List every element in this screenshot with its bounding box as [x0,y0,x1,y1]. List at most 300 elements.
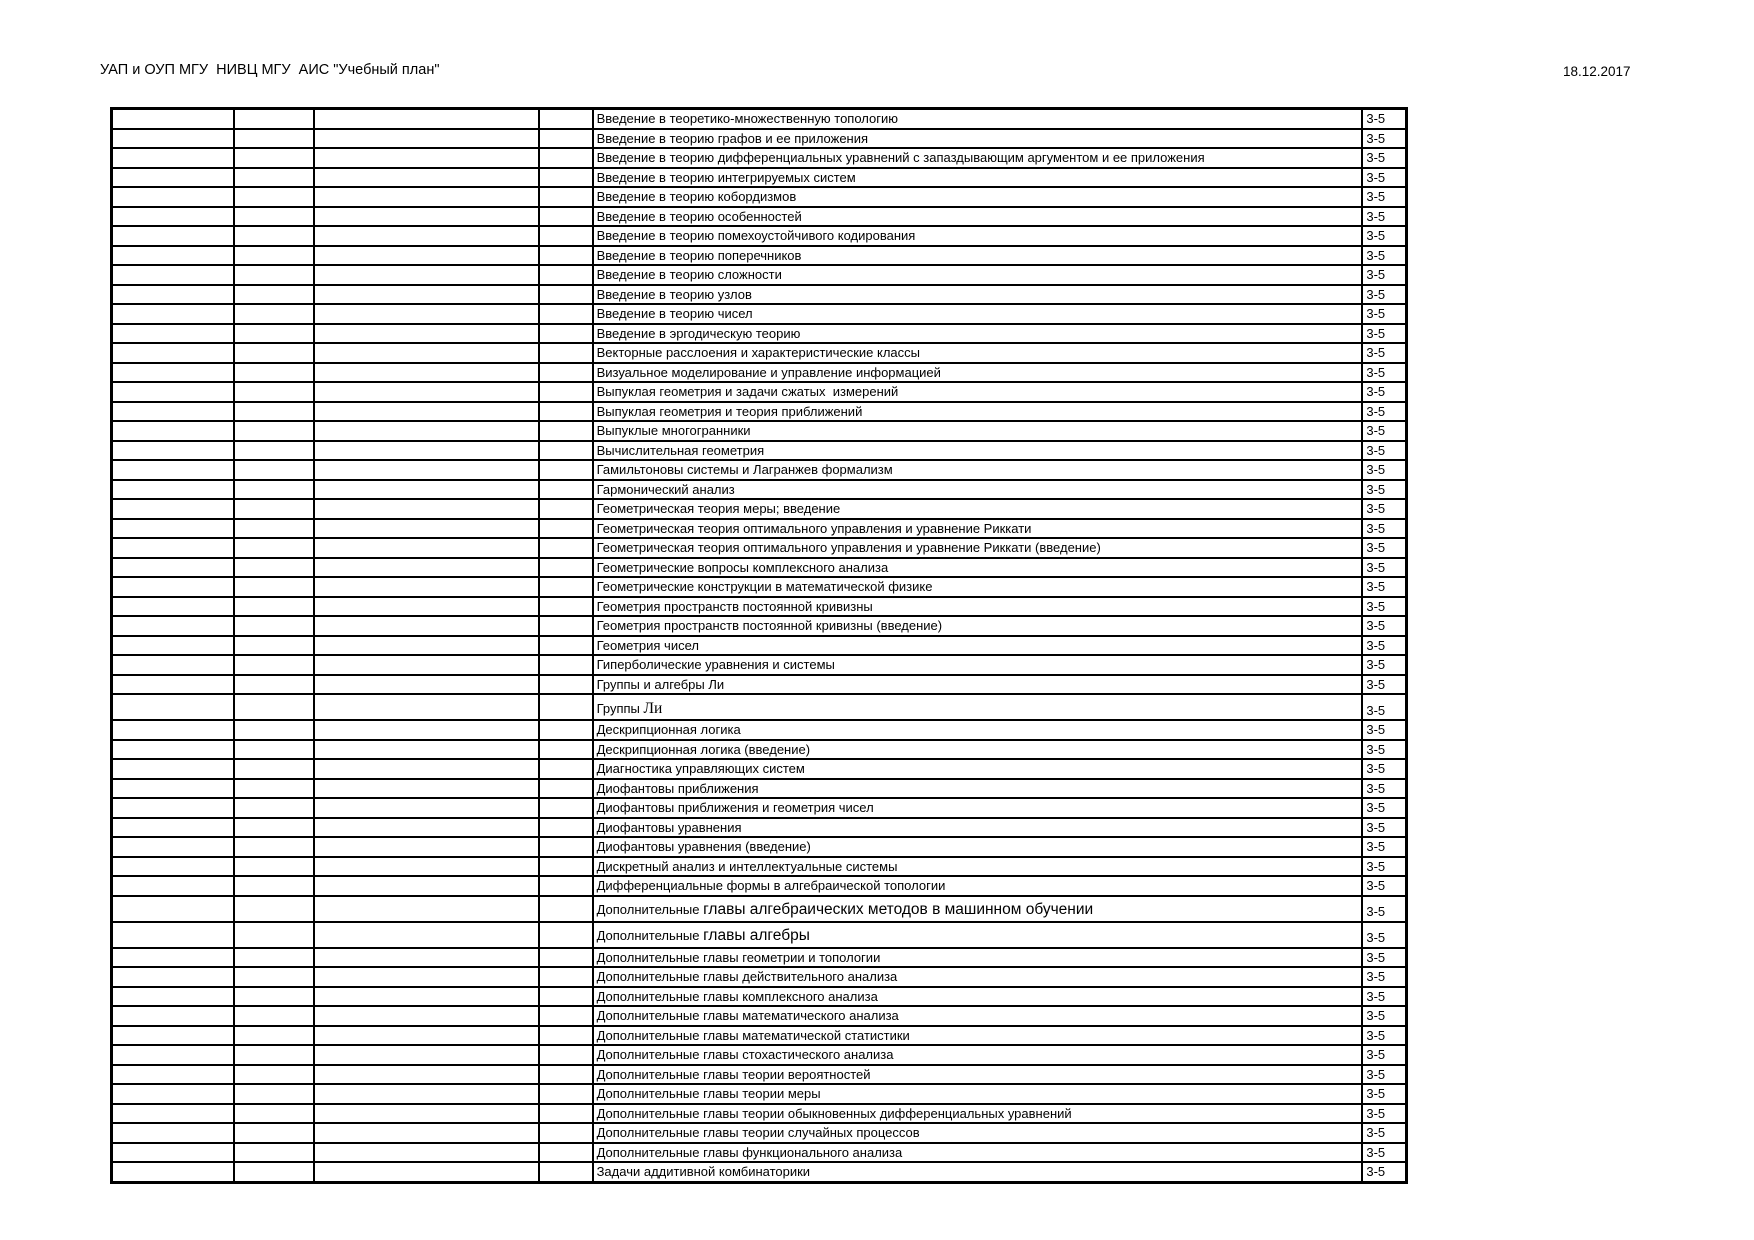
empty-cell [314,168,540,188]
empty-cell [539,655,592,675]
empty-cell [112,148,234,168]
semester-range-cell: 3-5 [1362,967,1406,987]
empty-cell [314,421,540,441]
semester-range-cell: 3-5 [1362,818,1406,838]
semester-range-cell: 3-5 [1362,324,1406,344]
table-row [112,1143,1407,1163]
table-row [112,402,1407,422]
course-name-cell [593,694,1363,720]
empty-cell [539,694,592,720]
table-row [112,837,1407,857]
empty-cell [539,343,592,363]
empty-cell [112,1104,234,1124]
empty-cell [539,779,592,799]
course-name-cell: Задачи аддитивной комбинаторики [593,1162,1363,1182]
course-name-cell: Введение в теорию узлов [593,285,1363,305]
course-name-cell: Дополнительные главы теории обыкновенных дифференциальных уравнений [593,1104,1363,1124]
semester-range-cell: 3-5 [1362,207,1406,227]
empty-cell [112,636,234,656]
empty-cell [234,720,314,740]
table-row [112,168,1407,188]
empty-cell [112,499,234,519]
semester-range-cell: 3-5 [1362,148,1406,168]
empty-cell [234,129,314,149]
table-row [112,246,1407,266]
empty-cell [314,558,540,578]
table-row [112,1162,1407,1182]
empty-cell [112,480,234,500]
empty-cell [112,519,234,539]
empty-cell [539,1065,592,1085]
empty-cell [234,1104,314,1124]
empty-cell [539,460,592,480]
empty-cell [314,636,540,656]
course-name-cell: Введение в теорию особенностей [593,207,1363,227]
empty-cell [539,597,592,617]
empty-cell [112,265,234,285]
course-name-cell: Геометрическая теория оптимального управления и уравнение Риккати [593,519,1363,539]
course-name-cell: Дополнительные главы геометрии и топологии [593,948,1363,968]
empty-cell [112,382,234,402]
semester-range-cell: 3-5 [1362,168,1406,188]
empty-cell [112,168,234,188]
empty-cell [539,441,592,461]
empty-cell [314,759,540,779]
empty-cell [539,519,592,539]
empty-cell [314,616,540,636]
empty-cell [314,265,540,285]
course-name-cell: Дескрипционная логика (введение) [593,740,1363,760]
empty-cell [234,226,314,246]
empty-cell [539,1026,592,1046]
course-name-cell: Дополнительные главы действительного анализа [593,967,1363,987]
semester-range-cell: 3-5 [1362,441,1406,461]
empty-cell [234,948,314,968]
empty-cell [539,480,592,500]
empty-cell [234,538,314,558]
table-row [112,779,1407,799]
table-row [112,304,1407,324]
semester-range-cell: 3-5 [1362,876,1406,896]
course-name-cell: Введение в теорию чисел [593,304,1363,324]
empty-cell [112,779,234,799]
table-row [112,675,1407,695]
semester-range-cell: 3-5 [1362,837,1406,857]
course-table-body [112,109,1407,1183]
empty-cell [234,109,314,129]
empty-cell [112,694,234,720]
empty-cell [314,896,540,922]
empty-cell [234,499,314,519]
semester-range-cell: 3-5 [1362,1143,1406,1163]
report-header-date: 18.12.2017 [1563,64,1631,79]
table-row [112,343,1407,363]
empty-cell [314,519,540,539]
empty-cell [539,1104,592,1124]
course-name-cell: Диофантовы приближения и геометрия чисел [593,798,1363,818]
course-name-cell [593,922,1363,948]
table-row [112,1026,1407,1046]
table-row [112,616,1407,636]
empty-cell [234,1065,314,1085]
empty-cell [234,421,314,441]
empty-cell [539,402,592,422]
course-name-cell: Группы и алгебры Ли [593,675,1363,695]
empty-cell [539,148,592,168]
empty-cell [112,187,234,207]
empty-cell [112,1162,234,1182]
empty-cell [234,1084,314,1104]
empty-cell [539,948,592,968]
empty-cell [539,1084,592,1104]
semester-range-cell: 3-5 [1362,285,1406,305]
course-name-cell: Дифференциальные формы в алгебраической топологии [593,876,1363,896]
report-header-title: УАП и ОУП МГУ НИВЦ МГУ АИС "Учебный план" [100,62,440,78]
curriculum-table [110,107,1408,1184]
course-name-cell: Выпуклая геометрия и теория приближений [593,402,1363,422]
semester-range-cell: 3-5 [1362,694,1406,720]
empty-cell [234,558,314,578]
course-name-segment: Дополнительные [596,902,704,917]
semester-range-cell: 3-5 [1362,304,1406,324]
empty-cell [234,304,314,324]
semester-range-cell: 3-5 [1362,577,1406,597]
empty-cell [112,818,234,838]
empty-cell [314,1045,540,1065]
empty-cell [314,694,540,720]
empty-cell [539,382,592,402]
table-row [112,655,1407,675]
empty-cell [112,967,234,987]
empty-cell [112,460,234,480]
table-row [112,129,1407,149]
empty-cell [234,246,314,266]
semester-range-cell: 3-5 [1362,343,1406,363]
empty-cell [234,922,314,948]
empty-cell [539,285,592,305]
table-row [112,636,1407,656]
empty-cell [112,798,234,818]
empty-cell [112,285,234,305]
course-name-segment: главы алгебраических методов в машинном обучении [703,901,1094,918]
semester-range-cell: 3-5 [1362,1065,1406,1085]
empty-cell [234,675,314,695]
empty-cell [539,720,592,740]
empty-cell [539,109,592,129]
table-row [112,148,1407,168]
table-row [112,265,1407,285]
course-name-cell: Введение в эргодическую теорию [593,324,1363,344]
course-name-cell: Диагностика управляющих систем [593,759,1363,779]
empty-cell [112,1065,234,1085]
semester-range-cell: 3-5 [1362,480,1406,500]
empty-cell [314,967,540,987]
course-name-cell: Диофантовы уравнения [593,818,1363,838]
table-row [112,818,1407,838]
empty-cell [539,1162,592,1182]
empty-cell [314,480,540,500]
empty-cell [234,740,314,760]
empty-cell [234,1123,314,1143]
table-row [112,577,1407,597]
empty-cell [314,1162,540,1182]
empty-cell [539,857,592,877]
empty-cell [112,987,234,1007]
empty-cell [234,148,314,168]
empty-cell [234,597,314,617]
table-row [112,740,1407,760]
empty-cell [234,1162,314,1182]
table-row [112,109,1407,129]
empty-cell [234,779,314,799]
course-name-segment: Группы [596,700,644,716]
table-row [112,207,1407,227]
empty-cell [234,168,314,188]
empty-cell [314,1065,540,1085]
empty-cell [234,818,314,838]
empty-cell [112,421,234,441]
semester-range-cell: 3-5 [1362,948,1406,968]
course-name-segment: Ли [643,699,663,717]
table-row [112,948,1407,968]
empty-cell [234,324,314,344]
course-name-cell: Выпуклые многогранники [593,421,1363,441]
empty-cell [314,382,540,402]
empty-cell [234,857,314,877]
table-row [112,597,1407,617]
empty-cell [112,597,234,617]
empty-cell [234,759,314,779]
semester-range-cell: 3-5 [1362,1026,1406,1046]
course-name-cell: Введение в теорию сложности [593,265,1363,285]
empty-cell [314,577,540,597]
empty-cell [314,818,540,838]
empty-cell [314,148,540,168]
empty-cell [112,948,234,968]
empty-cell [112,577,234,597]
table-row [112,499,1407,519]
course-name-cell: Дополнительные главы функционального анализа [593,1143,1363,1163]
course-name-cell: Геометрическая теория меры; введение [593,499,1363,519]
table-row [112,324,1407,344]
course-name-cell: Геометрические вопросы комплексного анализа [593,558,1363,578]
table-row [112,987,1407,1007]
empty-cell [112,922,234,948]
course-name-cell: Выпуклая геометрия и задачи сжатых измерений [593,382,1363,402]
semester-range-cell: 3-5 [1362,538,1406,558]
table-row [112,480,1407,500]
table-row [112,1045,1407,1065]
empty-cell [234,896,314,922]
empty-cell [112,1006,234,1026]
empty-cell [314,740,540,760]
course-name-cell: Дополнительные главы теории вероятностей [593,1065,1363,1085]
semester-range-cell: 3-5 [1362,779,1406,799]
course-name-cell: Дополнительные главы стохастического анализа [593,1045,1363,1065]
table-row [112,896,1407,922]
empty-cell [539,1045,592,1065]
empty-cell [539,421,592,441]
empty-cell [314,1026,540,1046]
course-name-cell: Дополнительные главы математической статистики [593,1026,1363,1046]
table-row [112,1084,1407,1104]
semester-range-cell: 3-5 [1362,896,1406,922]
semester-range-cell: 3-5 [1362,382,1406,402]
empty-cell [112,675,234,695]
semester-range-cell: 3-5 [1362,597,1406,617]
empty-cell [234,363,314,383]
empty-cell [539,876,592,896]
empty-cell [314,246,540,266]
empty-cell [539,187,592,207]
empty-cell [112,1045,234,1065]
table-row [112,759,1407,779]
empty-cell [314,922,540,948]
empty-cell [539,675,592,695]
empty-cell [234,460,314,480]
course-name-cell: Дополнительные главы комплексного анализа [593,987,1363,1007]
semester-range-cell: 3-5 [1362,421,1406,441]
table-row [112,460,1407,480]
empty-cell [314,1006,540,1026]
course-name-cell: Геометрия чисел [593,636,1363,656]
empty-cell [314,402,540,422]
empty-cell [234,616,314,636]
empty-cell [112,558,234,578]
empty-cell [314,837,540,857]
empty-cell [112,720,234,740]
course-name-cell: Векторные расслоения и характеристические классы [593,343,1363,363]
semester-range-cell: 3-5 [1362,759,1406,779]
table-row [112,694,1407,720]
empty-cell [539,577,592,597]
empty-cell [112,1084,234,1104]
semester-range-cell: 3-5 [1362,187,1406,207]
course-name-cell: Введение в теорию графов и ее приложения [593,129,1363,149]
semester-range-cell: 3-5 [1362,1123,1406,1143]
course-name-cell: Визуальное моделирование и управление информацией [593,363,1363,383]
empty-cell [539,759,592,779]
semester-range-cell: 3-5 [1362,363,1406,383]
semester-range-cell: 3-5 [1362,460,1406,480]
course-name-cell: Гиперболические уравнения и системы [593,655,1363,675]
empty-cell [234,798,314,818]
empty-cell [112,304,234,324]
course-name-cell: Дескрипционная логика [593,720,1363,740]
semester-range-cell: 3-5 [1362,1162,1406,1182]
course-name-cell [593,896,1363,922]
empty-cell [234,402,314,422]
table-row [112,1006,1407,1026]
empty-cell [234,967,314,987]
empty-cell [234,265,314,285]
semester-range-cell: 3-5 [1362,616,1406,636]
table-row [112,922,1407,948]
empty-cell [539,226,592,246]
table-row [112,876,1407,896]
empty-cell [314,597,540,617]
course-name-cell: Диофантовы уравнения (введение) [593,837,1363,857]
empty-cell [112,207,234,227]
table-row [112,857,1407,877]
semester-range-cell: 3-5 [1362,1084,1406,1104]
empty-cell [234,636,314,656]
semester-range-cell: 3-5 [1362,402,1406,422]
empty-cell [539,922,592,948]
empty-cell [314,876,540,896]
empty-cell [539,207,592,227]
empty-cell [539,246,592,266]
course-name-cell: Гамильтоновы системы и Лагранжев формализм [593,460,1363,480]
course-name-cell: Введение в теорию поперечников [593,246,1363,266]
course-name-cell: Введение в теоретико-множественную топологию [593,109,1363,129]
empty-cell [112,246,234,266]
empty-cell [314,324,540,344]
semester-range-cell: 3-5 [1362,519,1406,539]
semester-range-cell: 3-5 [1362,857,1406,877]
empty-cell [234,694,314,720]
course-name-cell: Геометрия пространств постоянной кривизны [593,597,1363,617]
empty-cell [539,987,592,1007]
table-row [112,1065,1407,1085]
empty-cell [234,987,314,1007]
empty-cell [234,480,314,500]
course-name-cell: Дискретный анализ и интеллектуальные системы [593,857,1363,877]
table-row [112,558,1407,578]
empty-cell [234,577,314,597]
empty-cell [234,441,314,461]
empty-cell [234,655,314,675]
semester-range-cell: 3-5 [1362,1104,1406,1124]
course-name-cell: Дополнительные главы математического анализа [593,1006,1363,1026]
empty-cell [112,226,234,246]
empty-cell [112,538,234,558]
table-row [112,798,1407,818]
empty-cell [234,1045,314,1065]
semester-range-cell: 3-5 [1362,499,1406,519]
empty-cell [314,779,540,799]
empty-cell [234,519,314,539]
empty-cell [314,343,540,363]
empty-cell [234,1006,314,1026]
empty-cell [314,226,540,246]
course-name-segment: Дополнительные [596,928,704,943]
empty-cell [314,285,540,305]
empty-cell [539,129,592,149]
empty-cell [314,675,540,695]
semester-range-cell: 3-5 [1362,740,1406,760]
empty-cell [314,187,540,207]
semester-range-cell: 3-5 [1362,655,1406,675]
empty-cell [314,304,540,324]
empty-cell [234,876,314,896]
empty-cell [314,987,540,1007]
table-row [112,1123,1407,1143]
empty-cell [112,896,234,922]
semester-range-cell: 3-5 [1362,226,1406,246]
semester-range-cell: 3-5 [1362,636,1406,656]
course-name-cell: Диофантовы приближения [593,779,1363,799]
table-row [112,382,1407,402]
empty-cell [112,740,234,760]
empty-cell [539,324,592,344]
empty-cell [539,1143,592,1163]
empty-cell [539,798,592,818]
empty-cell [314,1143,540,1163]
course-name-cell: Геометрия пространств постоянной кривизны (введение) [593,616,1363,636]
empty-cell [539,616,592,636]
empty-cell [314,129,540,149]
